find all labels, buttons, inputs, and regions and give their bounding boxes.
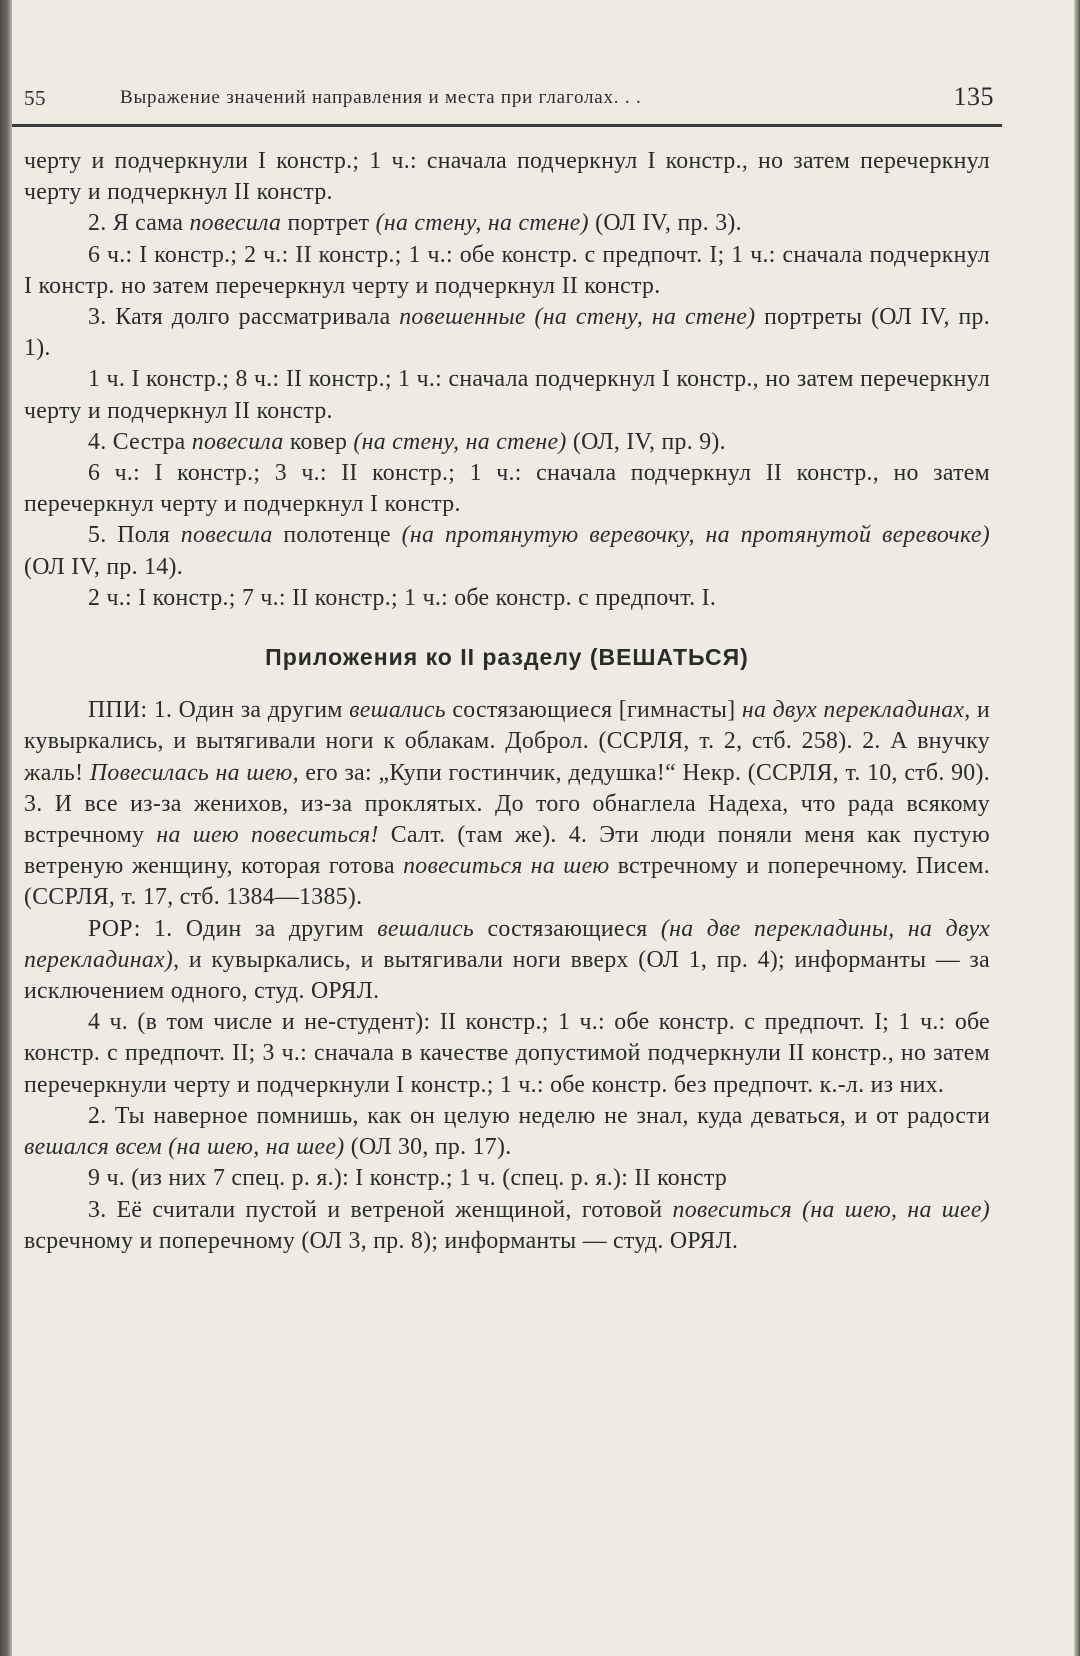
- stats-paragraph: [24, 364, 990, 426]
- italic-run: повешенные (на стену, на стене): [399, 304, 756, 331]
- italic-run: (на стену, на стене): [353, 428, 567, 455]
- italic-run: вешался всем (на шею, на шее): [24, 1134, 345, 1161]
- citation-paragraph: [24, 914, 990, 1008]
- page-number: 135: [953, 82, 994, 111]
- text-run: ковер: [283, 428, 354, 455]
- stats-paragraph: [24, 458, 990, 520]
- stats-paragraph: [24, 240, 990, 302]
- text-run: 9 ч. (из них 7 спец. р. я.): I констр.; 1 ч. (спец. р. я.): II констр: [88, 1165, 728, 1192]
- page-body: [24, 146, 990, 1257]
- example-paragraph: [24, 208, 990, 239]
- text-run: всречному и поперечному (ОЛ 3, пр. 8); информанты — студ. ОРЯЛ.: [24, 1227, 739, 1254]
- text-run: 2. Я сама: [88, 210, 190, 237]
- text-run: , и кувыркались, и вытягивали ноги вверх (ОЛ 1, пр. 4); информанты — за исключением одного, студ. ОРЯЛ.: [24, 946, 990, 1005]
- stats-paragraph: [24, 1007, 990, 1101]
- text-run: 2. Ты наверное помнишь, как он целую неделю не знал, куда деваться, и от радости: [88, 1102, 990, 1129]
- italic-run: на шею повеситься!: [156, 822, 379, 849]
- italic-run: вешались: [377, 915, 475, 942]
- text-run: 4 ч. (в том числе и не-студент): II констр.; 1 ч.: обе констр. с предпочт. I; 1 ч.: обе констр. с предпочт. II; 3 ч.: сначала в качестве допустимой подчеркнули II констр., но затем перечеркнули черту и подчеркнули I констр.; 1 ч.: обе констр. без предпочт. к.-л. из них.: [24, 1009, 990, 1098]
- text-run: и кувыркались, и вытягивали ноги к облакам. Доброл. (ССРЛЯ, т. 2, стб. 258). 2. А внучку жаль!: [24, 697, 991, 786]
- stats-paragraph: [24, 583, 990, 614]
- text-run: портреты (ОЛ IV, пр. 1).: [24, 304, 990, 362]
- italic-run: повесила: [180, 522, 273, 549]
- italic-run: повеситься на шею: [403, 853, 610, 880]
- text-run: портрет: [281, 210, 376, 237]
- text-run: (ОЛ, IV, пр. 9).: [566, 428, 726, 455]
- text-run: (ОЛ IV, пр. 3).: [588, 210, 742, 237]
- text-run: 4. Сестра: [88, 428, 192, 455]
- paragraph: [24, 146, 990, 208]
- italic-run: повеситься (на шею, на шее): [672, 1196, 990, 1223]
- header-rule: [12, 124, 1002, 127]
- running-title: Выражение значений направления и места при глаголах. . .: [120, 87, 642, 108]
- text-run: состязающиеся: [474, 915, 661, 942]
- italic-run: вешались: [349, 697, 446, 724]
- example-paragraph: [24, 520, 990, 582]
- text-run: 5. Поля: [88, 522, 181, 549]
- text-run: 6 ч.: I констр.; 2 ч.: II констр.; 1 ч.: обе констр. с предпочт. I; 1 ч.: сначала подчеркнул I констр. но затем перечеркнул черту и подчеркнул II констр.: [24, 241, 990, 299]
- example-paragraph: [24, 1195, 990, 1257]
- text-run: полотенце: [272, 522, 402, 549]
- example-paragraph: [24, 427, 990, 458]
- text-run: 3. Катя долго рассматривала: [88, 304, 400, 331]
- text-run: (ОЛ 30, пр. 17).: [344, 1134, 512, 1161]
- italic-run: (на стену, на стене): [375, 210, 589, 237]
- text-run: Салт. (там же). 4. Эти люди поняли меня как пустую ветреную женщину, которая готова: [24, 822, 990, 880]
- italic-run: (на протянутую веревочку, на протянутой веревочке): [401, 522, 990, 549]
- italic-run: Повесилась на шею,: [89, 759, 299, 786]
- text-run: РОР: 1. Один за другим: [88, 915, 378, 942]
- section-number: 55: [24, 86, 46, 110]
- text-run: 2 ч.: I констр.; 7 ч.: II констр.; 1 ч.: обе констр. с предпочт. I.: [88, 584, 717, 611]
- text-run: черту и подчеркнули I констр.; 1 ч.: сначала подчеркнул I констр., но затем перечеркнул черту и подчеркнул II констр.: [24, 148, 990, 206]
- text-run: (ОЛ IV, пр. 14).: [24, 553, 183, 580]
- citation-paragraph: [24, 695, 990, 913]
- text-run: состязающиеся [гимнасты]: [445, 697, 742, 724]
- example-paragraph: [24, 302, 990, 364]
- italic-run: повесила: [189, 210, 282, 237]
- page-header: [24, 82, 994, 122]
- text-run: встречному и поперечному. Писем. (ССРЛЯ, т. 17, стб. 1384—1385).: [24, 853, 991, 911]
- book-binding-edge: [0, 0, 12, 1656]
- italic-run: (на две перекладины, на двух перекладинах): [24, 915, 990, 973]
- text-run: 6 ч.: I констр.; 3 ч.: II констр.; 1 ч.: сначала подчеркнул II констр., но затем перечеркнул черту и подчеркнул I констр.: [24, 460, 990, 518]
- example-paragraph: [24, 1101, 990, 1163]
- text-run: 1 ч. I констр.; 8 ч.: II констр.; 1 ч.: сначала подчеркнул I констр., но затем перечеркнул черту и подчеркнул II констр.: [24, 366, 990, 424]
- stats-paragraph: [24, 1163, 990, 1194]
- section-title: Приложения ко II разделу (ВЕШАТЬСЯ): [265, 644, 749, 671]
- italic-run: на двух перекладинах,: [741, 697, 971, 724]
- text-run: его за: „Купи гостинчик, дедушка!“ Некр. (ССРЛЯ, т. 10, стб. 90). 3. И все из-за женихов, из-за проклятых. До того обнаглела Надеха, что рада всякому встречному: [24, 759, 990, 849]
- text-run: 3. Её считали пустой и ветреной женщиной, готовой: [88, 1196, 673, 1223]
- page-edge-shadow: [1074, 0, 1080, 1656]
- italic-run: повесила: [191, 428, 284, 455]
- text-run: ППИ: 1. Один за другим: [88, 697, 350, 724]
